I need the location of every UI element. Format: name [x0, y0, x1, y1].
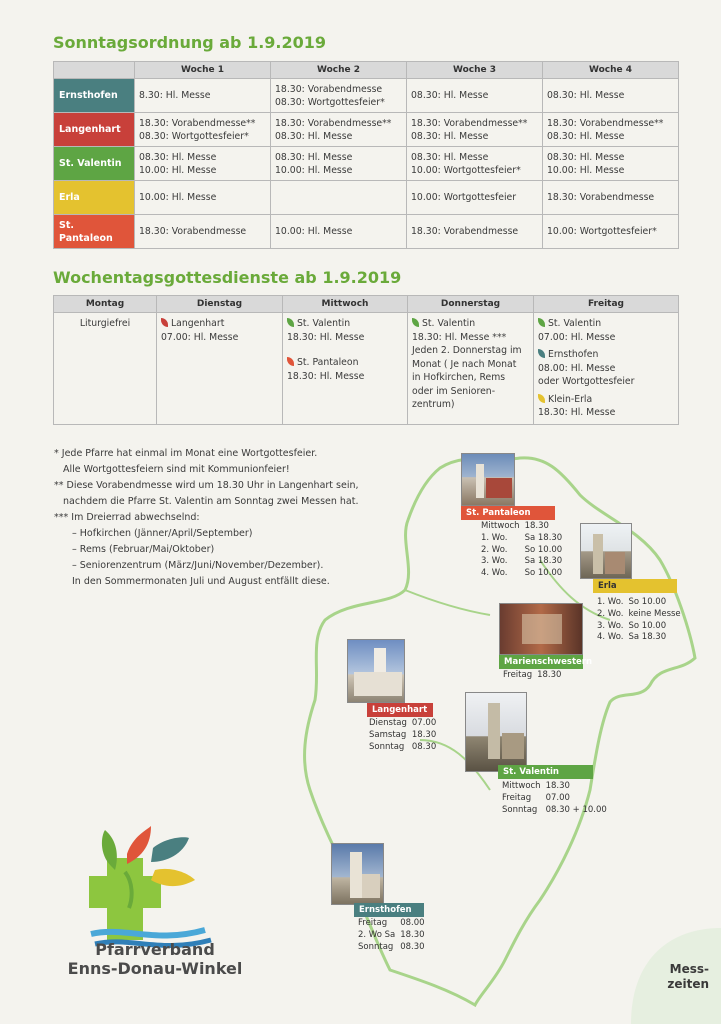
langenhart-label: Langenhart — [367, 703, 433, 717]
mass-cell — [271, 79, 407, 113]
mass-time: 10.00: Hl. Messe — [547, 164, 625, 176]
schedule-entry: Sonntag — [358, 941, 394, 952]
mass-cell — [407, 147, 543, 181]
freitag-place-2: Ernsthofen — [548, 349, 599, 360]
mittwoch-time-2: 18.30: Hl. Messe — [287, 370, 365, 382]
donnerstag-line: Monat ( Je nach Monat — [412, 358, 517, 370]
marienschwestern-photo — [499, 603, 583, 655]
leaf-icon — [538, 394, 545, 403]
ernsthofen-photo — [331, 843, 384, 905]
leaf-icon — [287, 357, 294, 366]
freitag-place-1: St. Valentin — [548, 318, 602, 329]
ernsthofen-label: Ernsthofen — [354, 903, 424, 917]
montag-text: Liturgiefrei — [79, 318, 131, 329]
mass-time: 08.30: Wortgottesfeier* — [275, 96, 385, 108]
mass-time: 08.30: Hl. Messe — [275, 130, 353, 142]
marienschwestern-label: Marienschwestern — [499, 655, 583, 669]
mass-cell — [135, 113, 271, 147]
section-tab-label — [667, 962, 709, 992]
footnote: Alle Wortgottesfeiern sind mit Kommunionfeier! — [63, 464, 290, 475]
langenhart-schedule — [369, 718, 441, 753]
logo-line-1: Pfarrverband — [95, 940, 215, 959]
mass-cell — [407, 215, 543, 249]
weekday-title: Wochentagsgottesdienste ab 1.9.2019 — [53, 268, 402, 287]
mass-cell — [271, 215, 407, 249]
st-pantaleon-photo — [461, 453, 515, 506]
mass-cell — [271, 113, 407, 147]
st-valentin-schedule — [502, 781, 612, 816]
donnerstag-line: zentrum) — [412, 399, 455, 410]
schedule-entry: Dienstag — [369, 718, 407, 728]
sunday-schedule-table — [53, 61, 679, 249]
schedule-entry: Mittwoch — [502, 781, 541, 791]
leaf-icon — [287, 318, 294, 327]
schedule-entry: 1. Wo. — [597, 597, 624, 607]
table-row — [54, 215, 679, 249]
schedule-entry: 18.30 — [400, 929, 425, 940]
schedule-entry: keine Messe — [628, 608, 681, 619]
dienstag-time: 07.00: Hl. Messe — [161, 331, 239, 343]
mittwoch-time-1: 18.30: Hl. Messe — [287, 331, 365, 343]
mass-time: 08.30: Hl. Messe — [547, 90, 625, 101]
weekday-header: Donnerstag — [408, 296, 534, 313]
marienschwestern-schedule — [503, 670, 566, 682]
mass-time: 08.30: Wortgottesfeier* — [139, 130, 249, 142]
freitag-cell — [534, 313, 679, 425]
footnote: – Hofkirchen (Jänner/April/September) — [72, 528, 253, 539]
donnerstag-line: in Hofkirchen, Rems — [412, 372, 506, 383]
schedule-entry: So 10.00 — [628, 597, 667, 607]
table-row — [54, 113, 679, 147]
parish-name: Ernsthofen — [54, 79, 135, 113]
mass-cell — [271, 181, 407, 215]
schedule-entry: So 10.00 — [524, 544, 563, 555]
mass-time: 10.00: Hl. Messe — [139, 192, 217, 203]
schedule-entry: 18.30 — [524, 521, 549, 531]
logo-line-2: Enns-Donau-Winkel — [67, 959, 243, 978]
sunday-title: Sonntagsordnung ab 1.9.2019 — [53, 33, 327, 52]
week-header: Woche 3 — [407, 62, 543, 79]
schedule-entry: Sonntag — [502, 804, 538, 815]
footnote: nachdem die Pfarre St. Valentin am Sonntag zwei Messen hat. — [63, 496, 359, 507]
mittwoch-place-1: St. Valentin — [297, 318, 351, 329]
mass-cell — [135, 215, 271, 249]
schedule-entry: 08.30 — [411, 741, 437, 752]
schedule-entry: 4. Wo. — [481, 568, 508, 579]
mass-time: 18.30: Vorabendmesse — [547, 192, 655, 203]
dienstag-place: Langenhart — [171, 318, 225, 329]
schedule-entry: 08.30 + 10.00 — [545, 804, 607, 815]
schedule-entry: 07.00 — [545, 792, 570, 803]
mass-time: 18.30: Vorabendmesse** — [275, 117, 392, 129]
schedule-entry: 3. Wo. — [481, 556, 508, 567]
mass-time: 10.00: Wortgottesfeier — [411, 192, 517, 203]
schedule-entry: Sa 18.30 — [524, 556, 563, 567]
mass-cell — [543, 181, 679, 215]
tab-line-2: zeiten — [667, 977, 709, 991]
mass-time: 18.30: Vorabendmesse** — [139, 117, 256, 129]
tab-line-1: Mess- — [669, 962, 709, 976]
st-valentin-label: St. Valentin — [498, 765, 593, 779]
footnote: – Seniorenzentrum (März/Juni/November/Dezember). — [72, 560, 324, 571]
mass-cell — [543, 215, 679, 249]
mass-time: 10.00: Wortgottesfeier* — [411, 164, 521, 176]
erla-label: Erla — [593, 579, 677, 593]
parish-name: St. Valentin — [54, 147, 135, 181]
mass-cell — [135, 181, 271, 215]
schedule-entry: 18.30 — [545, 781, 570, 791]
mass-cell — [407, 79, 543, 113]
mass-time: 08.30: Hl. Messe — [547, 151, 625, 163]
parish-name: St. Pantaleon — [54, 215, 135, 249]
footnote: * Jede Pfarre hat einmal im Monat eine Wortgottesfeier. — [54, 448, 318, 459]
schedule-entry: 08.30 — [400, 941, 425, 952]
weekday-header: Dienstag — [157, 296, 283, 313]
leaf-icon — [538, 349, 545, 358]
donnerstag-line: Jeden 2. Donnerstag im — [412, 345, 522, 356]
table-row — [54, 181, 679, 215]
mass-time: 08.30: Hl. Messe — [547, 130, 625, 142]
parish-name: Langenhart — [54, 113, 135, 147]
donnerstag-cell — [408, 313, 534, 425]
montag-cell — [54, 313, 157, 425]
mass-cell — [543, 79, 679, 113]
freitag-line: 18.30: Hl. Messe — [538, 407, 616, 418]
mass-time: 18.30: Vorabendmesse** — [411, 117, 528, 129]
schedule-entry: Freitag — [358, 918, 388, 928]
leaf-icon — [161, 318, 168, 327]
mass-cell — [543, 113, 679, 147]
schedule-entry: Mittwoch — [481, 521, 520, 531]
mass-time: 18.30: Vorabendmesse — [275, 83, 383, 95]
weekday-schedule-table — [53, 295, 679, 425]
st-pantaleon-label: St. Pantaleon — [461, 506, 555, 520]
footnote: *** Im Dreierrad abwechselnd: — [54, 512, 200, 523]
mass-time: 10.00: Hl. Messe — [275, 164, 353, 176]
mass-time: 18.30: Vorabendmesse — [411, 226, 519, 237]
mass-time: 08.30: Hl. Messe — [411, 90, 489, 101]
schedule-entry: Samstag — [369, 729, 407, 740]
leaf-icon — [412, 318, 419, 327]
schedule-entry: 1. Wo. — [481, 532, 508, 543]
schedule-entry: 2. Wo. — [597, 608, 624, 619]
schedule-entry: 07.00 — [411, 718, 437, 728]
table-row — [54, 79, 679, 113]
schedule-entry: Sa 18.30 — [628, 632, 667, 643]
schedule-entry: 08.00 — [400, 918, 425, 928]
freitag-place-3: Klein-Erla — [548, 393, 593, 405]
schedule-entry: 3. Wo. — [597, 620, 624, 631]
mass-time: 18.30: Vorabendmesse — [139, 226, 247, 237]
logo-text — [55, 940, 255, 978]
mass-cell — [543, 147, 679, 181]
st-valentin-photo — [465, 692, 527, 772]
mass-time: 18.30: Vorabendmesse** — [547, 117, 664, 129]
mittwoch-cell — [283, 313, 408, 425]
ernsthofen-schedule — [358, 918, 430, 953]
schedule-entry: Freitag — [502, 792, 532, 803]
schedule-entry: So 10.00 — [628, 620, 667, 631]
week-header: Woche 4 — [543, 62, 679, 79]
st-pantaleon-schedule — [481, 521, 567, 580]
mass-cell — [135, 79, 271, 113]
mittwoch-place-2: St. Pantaleon — [297, 357, 359, 368]
parish-name: Erla — [54, 181, 135, 215]
footnote: – Rems (Februar/Mai/Oktober) — [72, 544, 215, 555]
mass-time: 08.30: Hl. Messe — [139, 151, 217, 163]
schedule-entry: 2. Wo Sa — [358, 929, 396, 940]
schedule-entry: Sonntag — [369, 741, 405, 752]
donnerstag-line: oder im Senioren- — [412, 385, 496, 397]
schedule-entry: Sa 18.30 — [524, 532, 563, 543]
erla-schedule — [597, 597, 686, 644]
freitag-line: oder Wortgottesfeier — [538, 376, 635, 387]
schedule-entry: Freitag — [503, 670, 533, 680]
langenhart-photo — [347, 639, 405, 703]
footnote: ** Diese Vorabendmesse wird um 18.30 Uhr in Langenhart sein, — [54, 480, 359, 491]
mass-time: 10.00: Wortgottesfeier* — [547, 226, 657, 237]
weekday-header: Montag — [54, 296, 157, 313]
mass-time: 10.00: Hl. Messe — [139, 164, 217, 176]
mass-cell — [271, 147, 407, 181]
freitag-line: 07.00: Hl. Messe — [538, 331, 616, 343]
weekday-header: Freitag — [534, 296, 679, 313]
mass-cell — [135, 147, 271, 181]
freitag-line: 08.00: Hl. Messe — [538, 362, 616, 374]
week-header: Woche 1 — [135, 62, 271, 79]
mass-cell — [407, 181, 543, 215]
schedule-entry: 18.30 — [537, 670, 562, 680]
schedule-entry: 2. Wo. — [481, 544, 508, 555]
schedule-entry: 18.30 — [411, 729, 437, 740]
mass-time: 08.30: Hl. Messe — [411, 151, 489, 163]
schedule-entry: So 10.00 — [524, 568, 563, 579]
mass-time: 08.30: Hl. Messe — [411, 130, 489, 142]
week-header: Woche 2 — [271, 62, 407, 79]
weekday-header: Mittwoch — [283, 296, 408, 313]
mass-cell — [407, 113, 543, 147]
mass-time: 08.30: Hl. Messe — [275, 151, 353, 163]
header-blank — [54, 62, 135, 79]
mass-time: 8.30: Hl. Messe — [139, 90, 211, 101]
footnote: In den Sommermonaten Juli und August entfällt diese. — [72, 576, 330, 587]
erla-photo — [580, 523, 632, 579]
leaf-icon — [538, 318, 545, 327]
donnerstag-line: 18.30: Hl. Messe *** — [412, 331, 507, 343]
mass-time: 10.00: Hl. Messe — [275, 226, 353, 237]
dienstag-cell — [157, 313, 283, 425]
donnerstag-place: St. Valentin — [422, 318, 476, 329]
table-row — [54, 147, 679, 181]
schedule-entry: 4. Wo. — [597, 632, 624, 643]
